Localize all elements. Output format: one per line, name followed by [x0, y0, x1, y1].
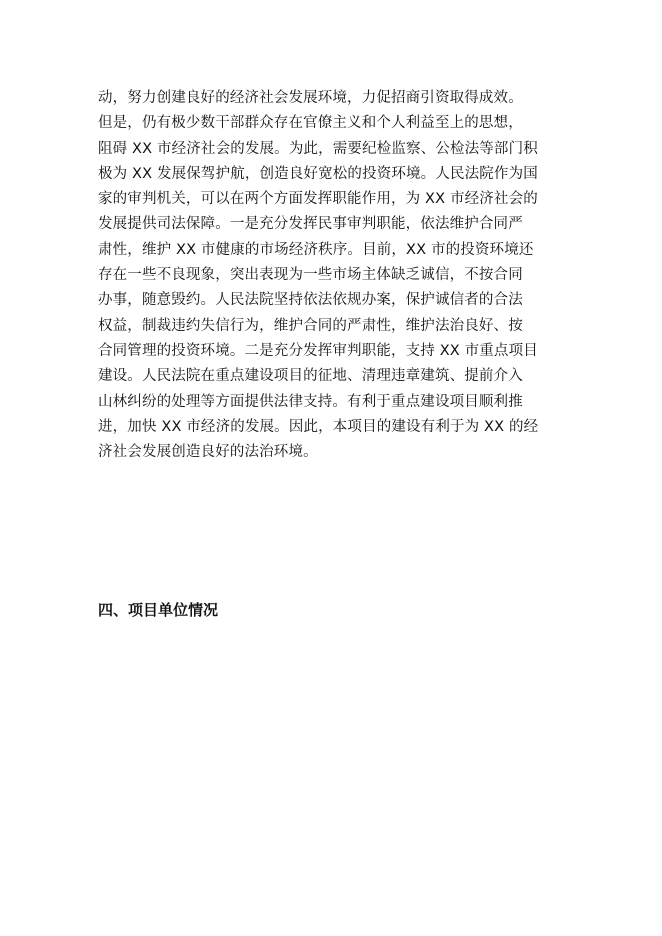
paragraph-line: 家的审判机关，可以在两个方面发挥职能作用，为 XX 市经济社会的 [98, 191, 538, 208]
paragraph-line: 山林纠纷的处理等方面提供法律支持。有利于重点建设项目顺利推 [98, 393, 523, 410]
paragraph-line: 动，努力创建良好的经济社会发展环境，力促招商引资取得成效。 [98, 90, 523, 106]
paragraph-line: 但是，仍有极少数干部群众存在官僚主义和个人利益至上的思想， [98, 115, 523, 132]
paragraph-line: 权益，制裁违约失信行为，维护合同的严肃性，维护法治良好、按 [98, 317, 523, 334]
paragraph-line: 极为 XX 发展保驾护航，创造良好宽松的投资环境。人民法院作为国 [98, 165, 538, 182]
body-paragraph [98, 86, 568, 465]
paragraph-line: 阻碍 XX 市经济社会的发展。为此，需要纪检监察、公检法等部门积 [98, 140, 538, 157]
section-heading: 四、项目单位情况 [98, 601, 219, 619]
paragraph-line: 发展提供司法保障。一是充分发挥民事审判职能，依法维护合同严 [98, 216, 523, 233]
paragraph-line: 肃性，维护 XX 市健康的市场经济秩序。目前，XX 市的投资环境还 [98, 241, 534, 258]
paragraph-line: 建设。人民法院在重点建设项目的征地、清理违章建筑、提前介入 [98, 368, 523, 385]
paragraph-line: 济社会发展创造良好的法治环境。 [98, 444, 318, 461]
paragraph-line: 办事，随意毁约。人民法院坚持依法依规办案，保护诚信者的合法 [98, 292, 523, 309]
paragraph-line: 合同管理的投资环境。二是充分发挥审判职能，支持 XX 市重点项目 [98, 342, 538, 359]
paragraph-line: 存在一些不良现象，突出表现为一些市场主体缺乏诚信，不按合同 [98, 267, 523, 284]
paragraph-line: 进，加快 XX 市经济的发展。因此，本项目的建设有利于为 XX 的经 [98, 418, 539, 435]
